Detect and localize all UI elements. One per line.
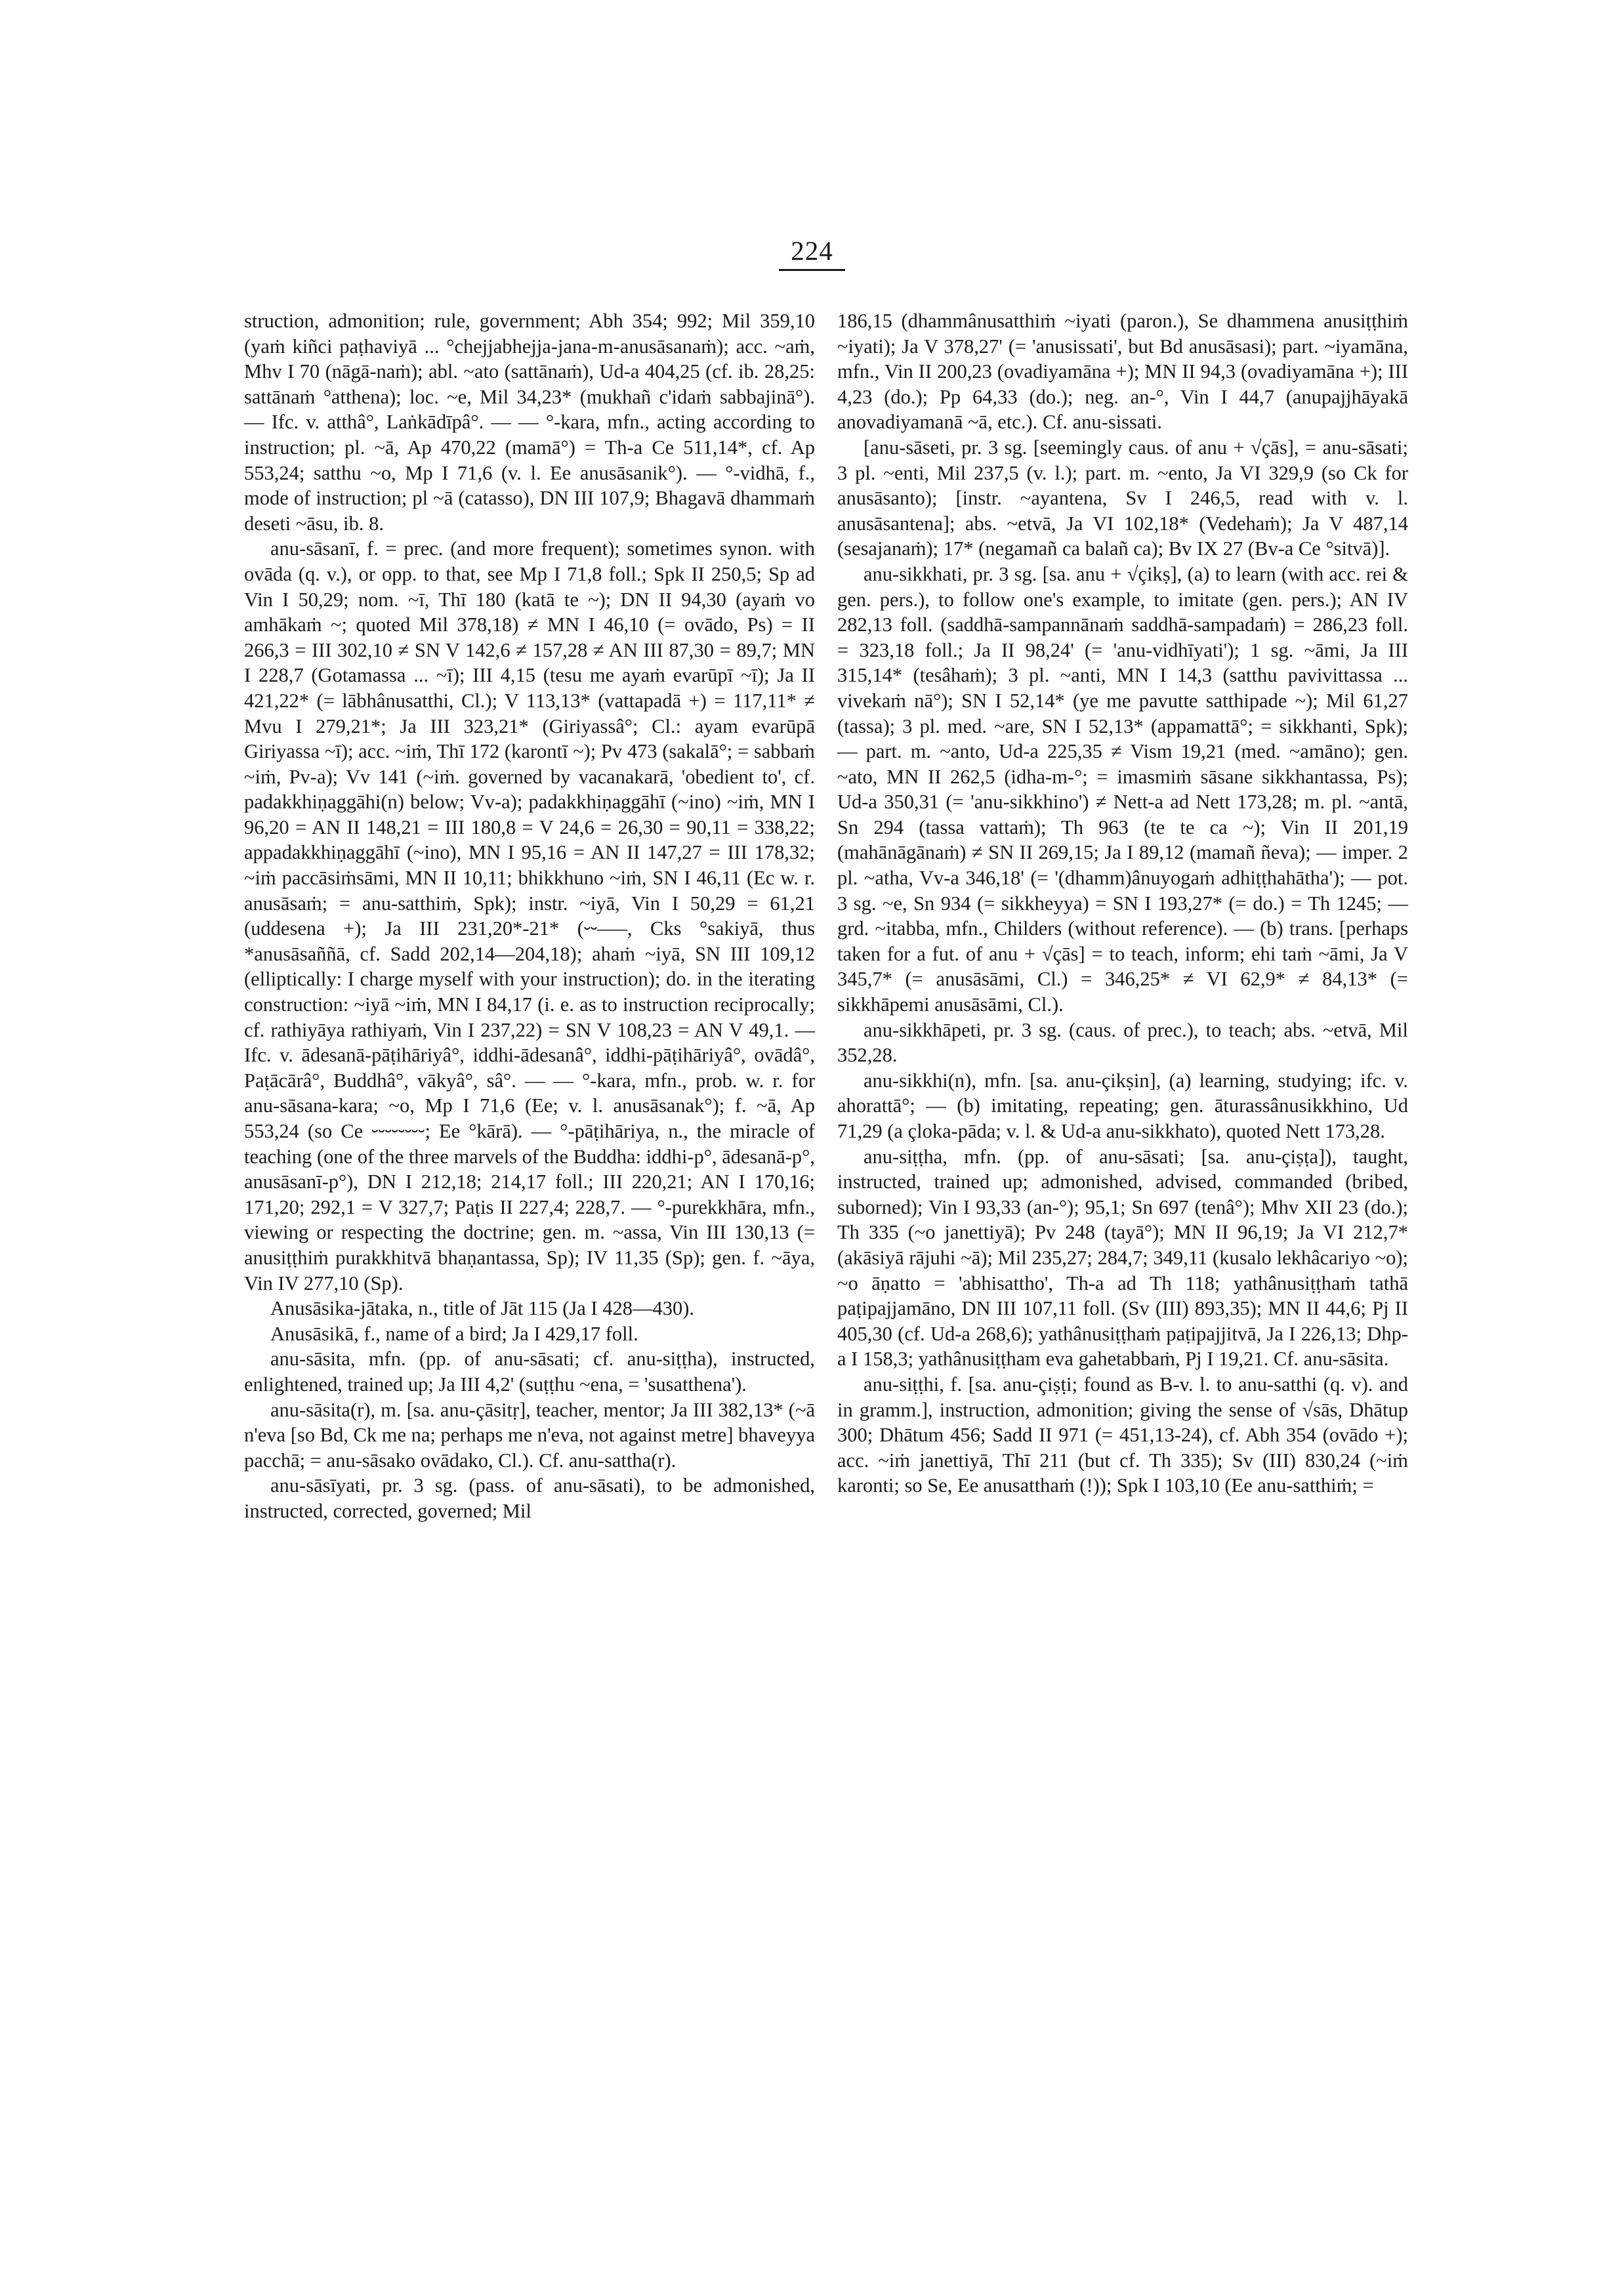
dictionary-entry: Anusāsika-jātaka, n., title of Jāt 115 (Ja I 428—430). [270,1297,694,1320]
dictionary-entry: anu-siṭṭhi, f. [sa. anu-çiṣṭi; found as B-v. l. to anu-satthi (q. v). and in gramm.], instruction, admonition; giving the sense of √sās, Dhātup 300; Dhātum 456; Sadd II 971 (= 451,13-24), cf. Abh 354 (ovādo +); acc. ~iṁ janettiyā, Thī 211 (but cf. Th 335); Sv (III) 830,24 (~iṁ karonti; so Se, Ee anusatthaṁ (!)); Spk I 103,10 (Ee anu-satthiṁ; = [837,1373,1408,1497]
dictionary-entry: anu-sāsanī, f. = prec. (and more frequent); sometimes synon. with ovāda (q. v.), or opp. to that, see Mp I 71,8 foll.; Spk II 250,5; Sp ad Vin I 50,29; nom. ~ī, Thī 180 (katā te ~); DN II 94,30 (ayaṁ vo amhākaṁ ~; quoted Mil 378,18) ≠ MN I 46,10 (= ovādo, Ps) = II 266,3 = III 302,10 ≠ SN V 142,6 ≠ 157,28 ≠ AN III 87,30 = 89,7; MN I 228,7 (Gotamassa ... ~ī); III 4,15 (tesu me ayaṁ evarūpī ~ī); Ja II 421,22* (= lābhânusatthi, Cl.); V 113,13* (vattapadā +) = 117,11* ≠ Mvu I 279,21*; Ja III 323,21* (Giriyassâ°; Cl.: ayam evarūpā Giriyassa ~ī); acc. ~iṁ, Thī 172 (karontī ~); Pv 473 (sakalā°; = sabbaṁ ~iṁ, Pv-a); Vv 141 (~iṁ. governed by vacanakarā, 'obedient to', cf. padakkhiṇaggāhi(n) below; Vv-a); padakkhiṇaggāhī (~ino) ~iṁ, MN I 96,20 = AN II 148,21 = III 180,8 = V 24,6 = 26,30 = 90,11 = 338,22; appadakkhiṇaggāhī (~ino), MN I 95,16 = AN II 147,27 = III 178,32; ~iṁ paccāsiṁsāmi, MN II 10,11; bhikkhuno ~iṁ, SN I 46,11 (Ec w. r. anusāsaṁ; = anu-satthiṁ, Spk); instr. ~iyā, Vin I 50,29 = 61,21 (uddesena +); Ja III 231,20*-21* (⏑⏑–––, Cks °sakiyā, thus *anusāsaññā, cf. Sadd 202,14—204,18); ahaṁ ~iyā, SN III 109,12 (elliptically: I charge myself with your instruction); do. in the iterating construction: ~iyā ~iṁ, MN I 84,17 (i. e. as to instruction reciprocally; cf. rathiyāya rathiyaṁ, Vin I 237,22) = SN V 108,23 = AN V 49,1. — Ifc. v. ādesanā-pāṭihāriyâ°, iddhi-ādesanâ°, iddhi-pāṭihāriyâ°, ovādâ°, Paṭācārâ°, Buddhâ°, vākyâ°, sâ°. — — °-kara, mfn., prob. w. r. for anu-sāsana-kara; ~o, Mp I 71,6 (Ee; v. l. anusāsanak°); f. ~ā, Ap 553,24 (so Ce ⏑⏑⏑⏑⏑⏑⏑⏑; Ee °kārā). — °-pāṭihāriya, n., the miracle of teaching (one of the three marvels of the Buddha: iddhi-p°, ādesanā-p°, anusāsanī-p°), DN I 212,18; 214,17 foll.; III 220,21; AN I 170,16; 171,20; 292,1 = V 327,7; Paṭis II 227,4; 228,7. — °-purekkhāra, mfn., viewing or respecting the doctrine; gen. m. ~assa, Vin III 130,13 (= anusiṭṭhiṁ purakkhitvā bhaṇantassa, Sp); IV 11,35 (Sp); gen. f. ~āya, Vin IV 277,10 (Sp). [244,537,815,1294]
dictionary-entry: anu-sāsita, mfn. (pp. of anu-sāsati; cf. anu-siṭṭha), instructed, enlightened, trained up; Ja III 4,2' (suṭṭhu ~ena, = 'susatthena'). [244,1348,815,1396]
dictionary-entry: anu-siṭṭha, mfn. (pp. of anu-sāsati; [sa. anu-çiṣṭa]), taught, instructed, trained up; admonished, advised, commanded (bribed, suborned); Vin I 93,33 (an-°); 95,1; Sn 697 (tenâ°); Mhv XII 23 (do.); Th 335 (~o janettiyā); Pv 248 (tayā°); MN II 96,19; Ja VI 212,7* (akāsiyā rājuhi ~ā); Mil 235,27; 284,7; 349,11 (kusalo lekhâcariyo ~o); ~o āṇatto = 'abhisattho', Th-a ad Th 118; yathânusiṭṭhaṁ tathā paṭipajjamāno, DN III 107,11 foll. (Sv (III) 893,35); MN II 44,6; Pj II 405,30 (cf. Ud-a 268,6); yathânusiṭṭhaṁ paṭipajjitvā, Ja I 226,13; Dhp-a I 158,3; yathânusiṭṭham eva gahetabbaṁ, Pj I 19,21. Cf. anu-sāsita. [837,1145,1408,1371]
dictionary-entry: Anusāsikā, f., name of a bird; Ja I 429,17 foll. [270,1322,638,1345]
dictionary-entry: anu-sikkhāpeti, pr. 3 sg. (caus. of prec.), to teach; abs. ~etvā, Mil 352,28. [837,1018,1408,1067]
dictionary-entry: anu-sāsīyati, pr. 3 sg. (pass. of anu-sāsati), to be admonished, instructed, corrected, governed; Mil [244,1474,815,1522]
dictionary-entry: anu-sikkhi(n), mfn. [sa. anu-çikṣin], (a) learning, studying; ifc. v. ahorattā°; — (b) imitating, repeating; gen. āturassânusikkhino, Ud 71,29 (a çloka-pāda; v. l. & Ud-a anu-sikkhato), quoted Nett 173,28. [837,1069,1408,1142]
left-column [244,308,815,1524]
page-number: 224 [0,235,1624,271]
dictionary-entry: anu-sikkhati, pr. 3 sg. [sa. anu + √çikṣ], (a) to learn (with acc. rei & gen. pers.), to follow one's example, to imitate (gen. pers.); AN IV 282,13 foll. (saddhā-sampannānaṁ saddhā-sampadaṁ) = 286,23 foll. = 323,18 foll.; Ja II 98,24' (= 'anu-vidhīyati'); 1 sg. ~āmi, Ja III 315,14* (tesâhaṁ); 3 pl. ~anti, MN I 14,3 (satthu pavivittassa ... vivekaṁ nā°); SN I 52,14* (ye me pavutte satthipade ~); Mil 61,27 (tassa); 3 pl. med. ~are, SN I 52,13* (appamattā°; = sikkhanti, Spk); — part. m. ~anto, Ud-a 225,35 ≠ Vism 19,21 (med. ~amāno); gen. ~ato, MN II 262,5 (idha-m-°; = imasmiṁ sāsane sikkhantassa, Ps); Ud-a 350,31 (= 'anu-sikkhino') ≠ Nett-a ad Nett 173,28; m. pl. ~antā, Sn 294 (tassa vattaṁ); Th 963 (te te ca ~); Vin II 201,19 (mahānāgānaṁ) ≠ SN II 269,15; Ja I 89,12 (mamañ ñeva); — imper. 2 pl. ~atha, Vv-a 346,18' (= '(dhamm)ânuyogaṁ adhiṭṭhahātha'); — pot. 3 sg. ~e, Sn 934 (= sikkheyya) = SN I 193,27* (= do.) = Th 1245; — grd. ~itabba, mfn., Childers (without reference). — (b) trans. [perhaps taken for a fut. of anu + √çās] = to teach, inform; ehi taṁ ~āmi, Ja V 345,7* (= anusāsāmi, Cl.) = 346,25* ≠ VI 62,9* ≠ 84,13* (= sikkhāpemi anusāsāmi, Cl.). [837,562,1408,1016]
dictionary-continuation: 186,15 (dhammânusatthiṁ ~iyati (paron.), Se dhammena anusiṭṭhiṁ ~iyati); Ja V 378,27' (= 'anusissati', but Bd anusāsasi); part. ~iyamāna, mfn., Vin II 200,23 (ovadiyamāna +); MN II 94,3 (ovadiyamāna +); III 4,23 (do.); Pp 64,33 (do.); neg. an-°, Vin I 44,7 (anupajjhāyakā anovadiyamanā ~ā, etc.). Cf. anu-sissati. [837,310,1408,434]
dictionary-entry: anu-sāsita(r), m. [sa. anu-çāsitṛ], teacher, mentor; Ja III 382,13* (~ā n'eva [so Bd, Ck me na; perhaps me n'eva, not against metre] bhaveyya pacchā; = anu-sāsako ovādako, Cl.). Cf. anu-sattha(r). [244,1398,815,1472]
dictionary-entry: [anu-sāseti, pr. 3 sg. [seemingly caus. of anu + √çās], = anu-sāsati; 3 pl. ~enti, Mil 237,5 (v. l.); part. m. ~ento, Ja VI 329,9 (so Ck for anusāsanto); [instr. ~ayantena, Sv I 246,5, read with v. l. anusāsantena]; abs. ~etvā, Ja VI 102,18* (Vedehaṁ); Ja V 487,14 (sesajanaṁ); 17* (negamañ ca balañ ca); Bv IX 27 (Bv-a Ce °sitvā)]. [837,436,1408,560]
right-column [837,308,1408,1499]
dictionary-continuation: struction, admonition; rule, government; Abh 354; 992; Mil 359,10 (yaṁ kiñci paṭhaviyā ... °chejjabhejja-jana-m-anusāsanaṁ); acc. ~aṁ, Mhv I 70 (nāgā-naṁ); abl. ~ato (sattānaṁ), Ud-a 404,25 (cf. ib. 28,25: sattānaṁ °atthena); loc. ~e, Mil 34,23* (mukhañ c'idaṁ sabbajinā°). — Ifc. v. atthâ°, Laṅkādīpâ°. — — °-kara, mfn., acting according to instruction; pl. ~ā, Ap 470,22 (mamā°) = Th-a Ce 511,14*, cf. Ap 553,24; satthu ~o, Mp I 71,6 (v. l. Ee anusāsanik°). — °-vidhā, f., mode of instruction; pl ~ā (catasso), DN III 107,9; Bhagavā dhammaṁ deseti ~āsu, ib. 8. [244,310,815,535]
